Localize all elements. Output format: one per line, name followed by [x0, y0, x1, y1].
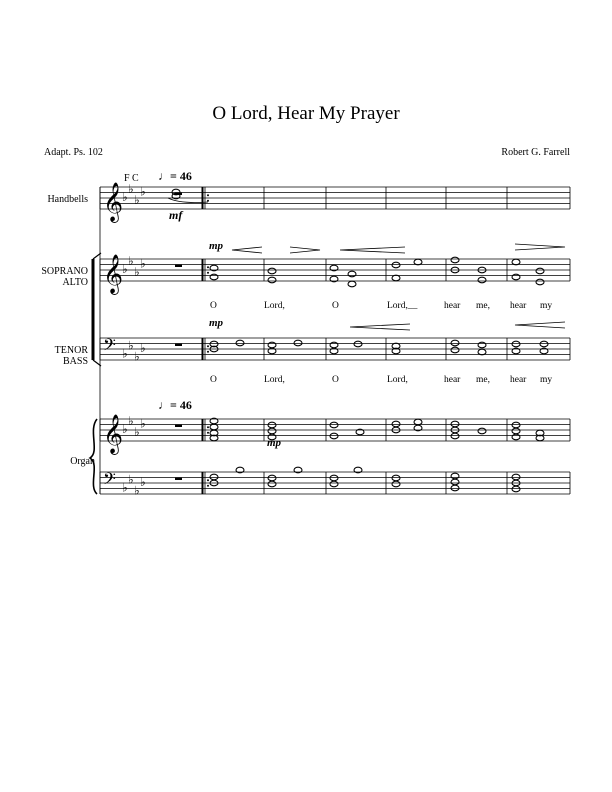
repeat-dot — [207, 351, 209, 353]
lyric-sa-4: Lord,__ — [387, 301, 418, 311]
repeat-dot — [207, 266, 209, 268]
flat-icon: ♭ — [140, 341, 146, 355]
note-head — [330, 422, 338, 428]
flat-icon: ♭ — [140, 475, 146, 489]
whole-rest — [175, 425, 182, 428]
lyric-tb-7: hear — [510, 375, 527, 385]
note-head — [478, 277, 486, 283]
note-head — [512, 259, 520, 265]
flat-icon: ♭ — [122, 190, 128, 204]
note-head — [294, 340, 302, 346]
treble-clef-icon: 𝄞 — [103, 184, 124, 221]
lyric-sa-1: O — [210, 301, 217, 311]
repeat-bar — [202, 187, 204, 209]
soprano-label: SOPRANO — [41, 266, 88, 277]
treble-clef-icon: 𝄞 — [103, 256, 124, 293]
note-head — [478, 428, 486, 434]
note-head — [348, 271, 356, 277]
lyric-tb-1: O — [210, 375, 217, 385]
flat-icon: ♭ — [140, 416, 146, 431]
lyric-tb-5: hear — [444, 375, 461, 385]
organ-label: Organ — [70, 456, 95, 467]
note-head — [392, 275, 400, 281]
flat-icon: ♭ — [128, 181, 134, 196]
repeat-dot — [207, 194, 209, 196]
flat-icon: ♭ — [134, 192, 140, 207]
flat-icon: ♭ — [134, 424, 140, 439]
flat-icon: ♭ — [128, 338, 134, 353]
dynamic-tenor-bass: mp — [209, 317, 224, 329]
tenor-label: TENOR — [54, 345, 88, 356]
lyric-sa-2: Lord, — [264, 301, 285, 311]
hairpin — [232, 247, 262, 253]
tempo-marking-handbells: ♩= 46 — [158, 169, 192, 183]
note-head — [478, 342, 486, 348]
whole-rest — [175, 344, 182, 347]
bass-label: BASS — [62, 356, 88, 367]
note-head — [512, 428, 520, 434]
flat-icon: ♭ — [134, 264, 140, 279]
handbells-label: Handbells — [47, 194, 88, 205]
quarter-note-icon: ♩ — [158, 398, 170, 412]
repeat-dot — [207, 426, 209, 428]
whole-rest — [175, 478, 182, 481]
repeat-dot — [207, 345, 209, 347]
flat-icon: ♭ — [134, 483, 140, 498]
lyric-tb-3: O — [332, 375, 339, 385]
note-head — [451, 257, 459, 263]
flat-icon: ♭ — [134, 349, 140, 364]
flat-icon: ♭ — [128, 472, 134, 487]
lyric-tb-2: Lord, — [264, 375, 285, 385]
note-head — [330, 481, 338, 487]
lyric-sa-8: my — [540, 301, 553, 311]
lyric-tb-8: my — [540, 375, 553, 385]
lyric-tb-4: Lord, — [387, 375, 408, 385]
note-head — [512, 434, 520, 440]
dynamic-organ: mp — [267, 437, 282, 449]
note-head — [210, 474, 218, 480]
flat-icon: ♭ — [140, 256, 146, 271]
note-head — [268, 422, 276, 428]
note-head — [414, 419, 422, 425]
repeat-dot — [207, 479, 209, 481]
note-head — [268, 342, 276, 348]
note-head — [536, 279, 544, 285]
note-head — [512, 274, 520, 280]
repeat-bar — [202, 472, 204, 494]
note-head — [210, 274, 218, 280]
flat-icon: ♭ — [122, 346, 128, 361]
note-head — [512, 474, 520, 480]
treble-clef-icon: 𝄞 — [103, 416, 124, 453]
repeat-bar — [202, 419, 204, 441]
whole-rest — [175, 265, 182, 268]
note-head — [451, 347, 459, 353]
note-head — [451, 479, 459, 485]
organ-brace — [90, 419, 97, 494]
note-head — [268, 428, 276, 434]
note-head — [451, 485, 459, 491]
note-head — [392, 262, 400, 268]
alto-label: ALTO — [62, 277, 88, 288]
note-head — [451, 473, 459, 479]
chord-names: F C — [124, 173, 139, 184]
note-head — [451, 421, 459, 427]
note-head — [268, 268, 276, 274]
tempo-marking-organ: ♩= 46 — [158, 398, 192, 412]
note-head — [414, 259, 422, 265]
repeat-dot — [207, 485, 209, 487]
dynamic-handbells: mf — [169, 208, 183, 222]
note-head — [268, 434, 276, 440]
source-credit: Adapt. Ps. 102 — [44, 147, 103, 158]
flat-icon: ♭ — [122, 262, 128, 276]
lyric-sa-3: O — [332, 301, 339, 311]
composer-credit: Robert G. Farrell — [501, 147, 570, 158]
note-head — [512, 422, 520, 428]
repeat-bar — [202, 259, 204, 281]
note-head — [268, 277, 276, 283]
flat-icon: ♭ — [122, 422, 128, 436]
dynamic-soprano-alto: mp — [209, 240, 224, 252]
note-head — [268, 475, 276, 481]
note-head — [478, 349, 486, 355]
note-head — [348, 281, 356, 287]
hairpin — [515, 322, 565, 328]
note-head — [540, 341, 548, 347]
note-head — [268, 481, 276, 487]
repeat-dot — [207, 200, 209, 202]
hairpin — [350, 324, 410, 330]
note-head — [330, 433, 338, 439]
note-head — [392, 481, 400, 487]
hairpin — [340, 247, 405, 253]
lyric-tb-6: me, — [476, 375, 490, 385]
flat-icon: ♭ — [140, 184, 146, 199]
note-head — [392, 421, 400, 427]
lyric-sa-7: hear — [510, 301, 527, 311]
repeat-dot — [207, 432, 209, 434]
note-head — [451, 340, 459, 346]
flat-icon: ♭ — [128, 413, 134, 428]
repeat-bar — [202, 338, 204, 360]
note-head — [236, 340, 244, 346]
repeat-dot — [207, 272, 209, 274]
flat-icon: ♭ — [128, 253, 134, 268]
note-head — [512, 341, 520, 347]
quarter-note-icon: ♩ — [158, 169, 170, 183]
lyric-sa-5: hear — [444, 301, 461, 311]
lyric-sa-6: me, — [476, 301, 490, 311]
bass-clef-icon: 𝄢 — [103, 470, 116, 493]
note-head — [512, 486, 520, 492]
page-title: O Lord, Hear My Prayer — [212, 103, 400, 124]
note-head — [392, 475, 400, 481]
hairpin — [290, 247, 320, 253]
note-head — [451, 433, 459, 439]
note-head — [330, 342, 338, 348]
hairpin — [515, 244, 565, 250]
note-head — [354, 341, 362, 347]
note-head — [330, 475, 338, 481]
note-head — [536, 268, 544, 274]
bass-clef-icon: 𝄢 — [103, 336, 116, 359]
note-head — [210, 424, 218, 430]
flat-icon: ♭ — [122, 480, 128, 495]
